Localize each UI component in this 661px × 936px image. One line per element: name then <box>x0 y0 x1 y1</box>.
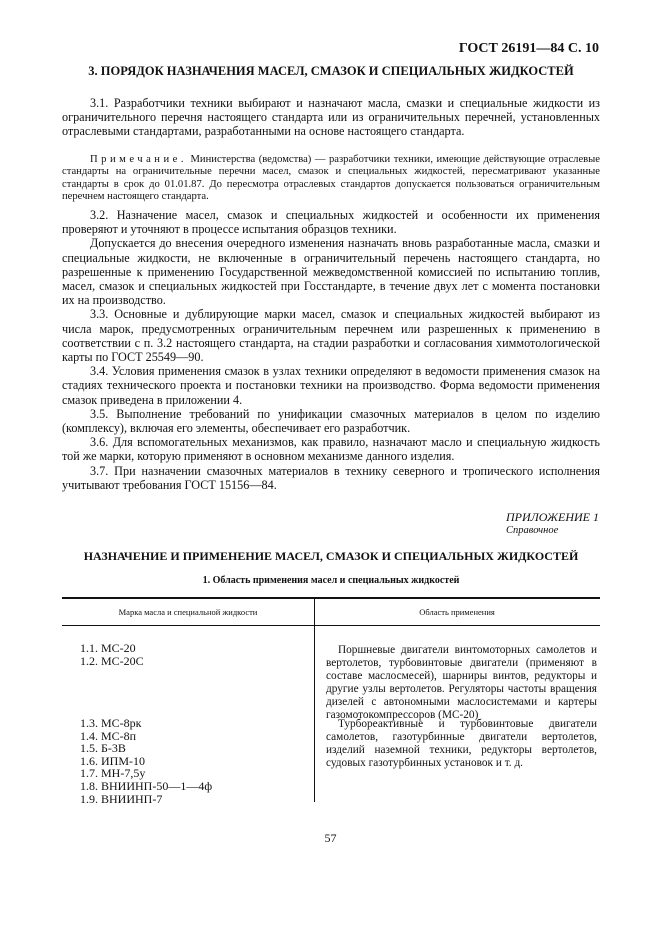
paragraph-3-5: 3.5. Выполнение требований по унификации смазочных материалов в целом по изделию (комплексу), включая его элементы, обеспечивает его разработчик. <box>62 406 600 436</box>
page-header: ГОСТ 26191—84 С. 10 <box>458 41 599 56</box>
paragraph-3-7: 3.7. При назначении смазочных материалов в технику северного и тропического исполнения учитывают требования ГОСТ 15156—84. <box>62 463 600 492</box>
paragraph-3-2b: Допускается до внесения очередного изменения назначать вновь разработанные масла, смазки и специальные жидкости, не включенные в ограничительный перечень настоящего стандарта, но разрешенные к применению Государственной межведомственной комиссией по испытанию топлив, масел, смазок и специальных жидкостей при Госстандарте, в течение двух лет с момента постановки их на производство. <box>62 236 600 308</box>
table <box>62 597 600 806</box>
note-text: Министерства (ведомства) — разработчики техники, имеющие действующие отраслевые стандарты на ограничительные перечни масел, смазок и специальных жидкостей, пересматривают указанные стандарты в срок до 01.01.87. До пересмотра отраслевых стандартов допускается пользоваться ограничительным перечнем настоящего стандарта. <box>62 154 600 203</box>
brand-group-2: 1.3. МС-8рк 1.4. МС-8п 1.5. Б-3В 1.6. ИПМ-10 1.7. МН-7,5у 1.8. ВНИИНП-50—1—4ф 1.9. ВНИИНП-7 <box>80 716 213 806</box>
appendix-label: ПРИЛОЖЕНИЕ 1 Справочное <box>506 510 599 536</box>
paragraph-3-1: 3.1. Разработчики техники выбирают и назначают масла, смазки и специальные жидкости из ограничительного перечня настоящего стандарта или из ограничительных перечней, установленных отраслевыми стандартами, разработанными на основе настоящего стандарта. <box>62 96 600 139</box>
table-header-brand: Марка масла и специальной жидкости <box>62 599 314 626</box>
application-group-2: Турбореактивные и турбовинтовые двигатели самолетов, газотурбинные двигатели вертолетов, изделий наземной техники, редукторы вертолетов, судовых газотурбинных установок и т. д. <box>326 718 597 769</box>
application-group-1: Поршневые двигатели винтомоторных самолетов и вертолетов, турбовинтовые двигатели (применяют в составе маслосмесей), шарниры винтов, редукторы и другие узлы вертолетов. Регуляторы частоты вращения дизелей с автономными маслосистемами и картеры газомотокомпрессоров (МС-20) <box>326 644 597 721</box>
appendix-title: НАЗНАЧЕНИЕ И ПРИМЕНЕНИЕ МАСЕЛ, СМАЗОК И СПЕЦИАЛЬНЫХ ЖИДКОСТЕЙ <box>83 549 579 563</box>
note <box>62 154 600 204</box>
brand-group-1: 1.1. МС-20 1.2. МС-20С <box>80 641 144 668</box>
paragraph-3-3: 3.3. Основные и дублирующие марки масел, смазок и специальных жидкостей выбирают из числа марок, предусмотренных ограничительным перечнем или разрешенных к применению в соответствии с п. 3.2 настоящего стандарта, на стадии разработки и согласования химмотологической карты по ГОСТ 25549—90. <box>62 307 600 365</box>
section-title: 3. ПОРЯДОК НАЗНАЧЕНИЯ МАСЕЛ, СМАЗОК И СПЕЦИАЛЬНЫХ ЖИДКОСТЕЙ <box>88 64 574 78</box>
table-header-application: Область применения <box>314 599 600 626</box>
table-title: 1. Область применения масел и специальных жидкостей <box>202 575 460 586</box>
paragraph-3-6: 3.6. Для вспомогательных механизмов, как правило, назначают масло и специальную жидкость той же марки, которую применяют в основном механизме данного изделия. <box>62 435 600 464</box>
paragraphs-3-2-to-3-7 <box>62 208 600 492</box>
note-label: Примечание. <box>90 154 187 165</box>
paragraph-3-4: 3.4. Условия применения смазок в узлах техники определяют в ведомости применения смазок на стадиях технического проекта и постановки техники на производство. Форма ведомости применения смазок приведена в приложении 4. <box>62 364 600 407</box>
paragraph-3-2: 3.2. Назначение масел, смазок и специальных жидкостей и особенности их применения проверяют и уточняют в процессе испытания образцов техники. <box>62 208 600 237</box>
page-number: 57 <box>324 831 337 845</box>
column-divider <box>314 599 315 802</box>
